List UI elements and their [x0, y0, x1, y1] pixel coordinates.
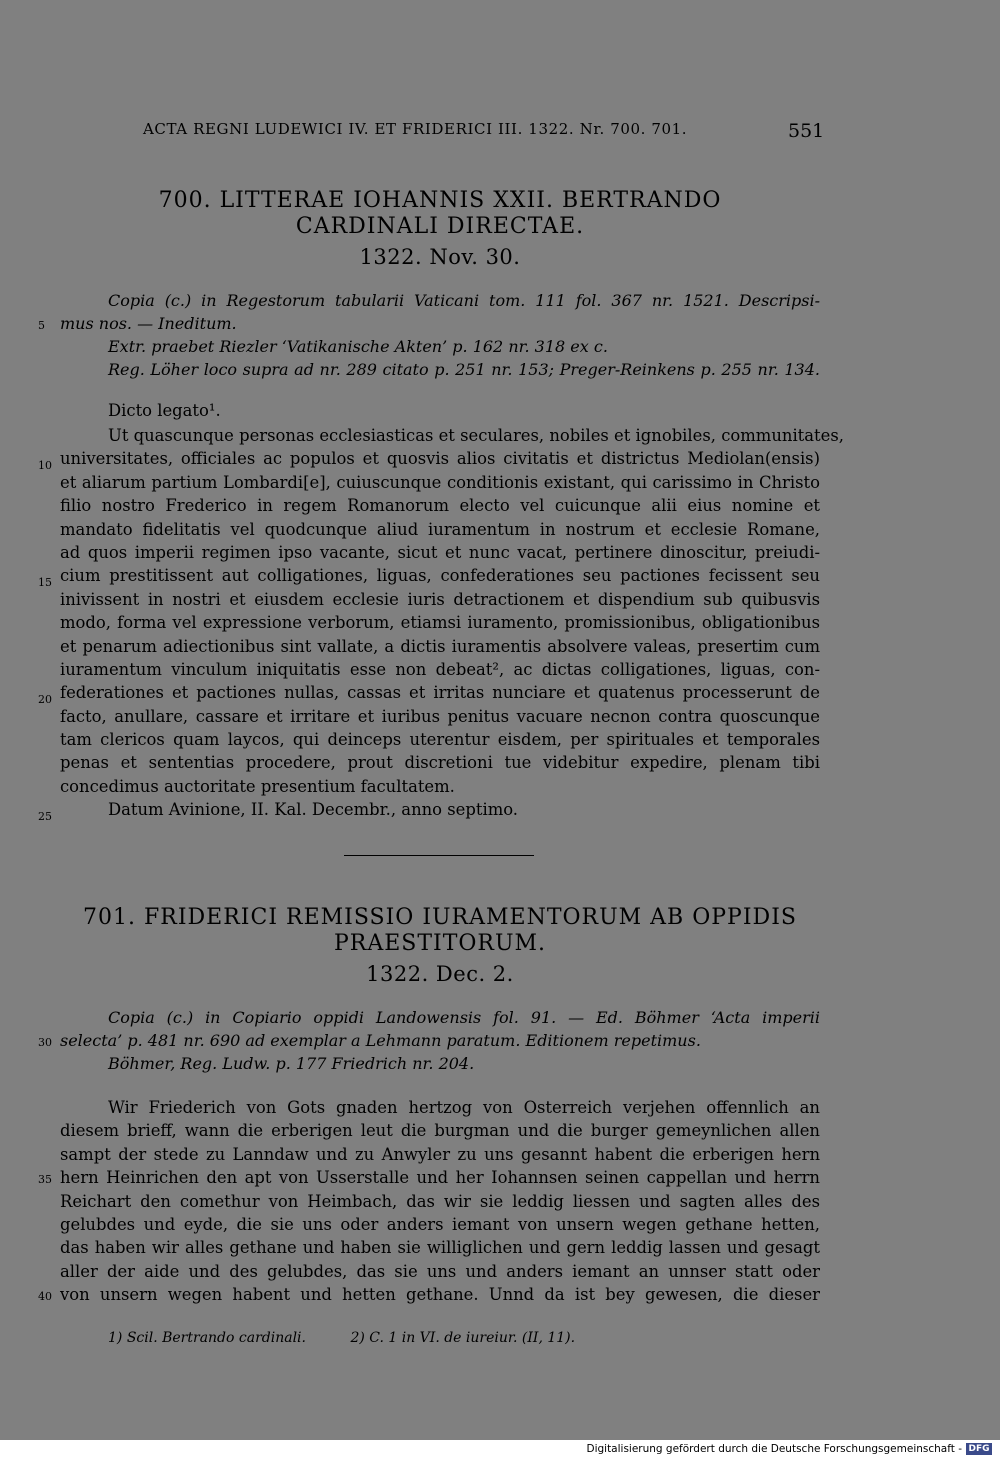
line-number: 20 [38, 693, 52, 706]
line-number: 25 [38, 810, 52, 823]
body-line: cium prestitissent aut colligationes, liguas, confederationes seu pactiones fecissent seu [60, 566, 820, 586]
body-line: das haben wir alles gethane und haben sie williglichen und gern leddig lassen und gesagt [60, 1238, 820, 1258]
footnote-1: 1) Scil. Bertrando cardinali. [108, 1330, 306, 1346]
body-line: hern Heinrichen den apt von Usserstalle und her Iohannsen seinen cappellan und herrn [60, 1168, 820, 1188]
datum-line: Datum Avinione, II. Kal. Decembr., anno septimo. [108, 800, 519, 820]
body-line: federationes et pactiones nullas, cassas et irritas nunciare et quatenus processerunt de [60, 683, 820, 703]
body-line: et aliarum partium Lombardi[e], cuiuscunque conditionis existant, qui carissimo in Christo [60, 472, 820, 492]
doc701-title-line2: PRAESTITORUM. [333, 931, 547, 956]
body-line: sampt der stede zu Lanndaw und zu Anwyler zu uns gesannt habent die erberigen hern [60, 1144, 820, 1164]
source-line: Böhmer, Reg. Ludw. p. 177 Friedrich nr. 204. [108, 1054, 475, 1073]
body-line: penas et sententias procedere, prout discretioni tue videbitur expedire, plenam tibi [60, 753, 820, 773]
body-line: Reichart den comethur von Heimbach, das wir sie leddig liessen und sagten alles des [60, 1191, 820, 1211]
body-line: facto, anullare, cassare et irritare et iuribus penitus vacuare necnon contra quoscunque [60, 706, 820, 726]
source-line: Extr. praebet Riezler ‘Vatikanische Akten’ p. 162 nr. 318 ex c. [108, 337, 608, 356]
doc701-source [60, 1006, 820, 1075]
body-line: universitates, officiales ac populos et quosvis alios civitatis et districtus Mediolan(ensis) [60, 449, 820, 469]
doc700-body [60, 424, 844, 822]
body-line: diesem brieff, wann die erberigen leut die burgman und die burger gemeynlichen allen [60, 1121, 820, 1141]
body-line: ad quos imperii regimen ipso vacante, sicut et nunc vacat, pertinere dinoscitur, preiudi- [60, 542, 820, 562]
body-line: tam clericos quam laycos, qui deinceps uterentur eisdem, per spirituales et temporales [60, 730, 820, 750]
line-number: 5 [38, 319, 45, 332]
doc700-salutation [60, 399, 820, 422]
body-line: aller der aide und des gelubdes, das sie uns und anders iemant an unnser statt oder [60, 1261, 820, 1281]
doc701-body [60, 1096, 820, 1307]
line-number: 10 [38, 459, 52, 472]
body-line: inivissent in nostri et eiusdem ecclesie iuris detractionem et dispendium sub quibusvis [60, 589, 820, 609]
body-line: mandato fidelitatis vel quodcunque aliud iuramentum in nostrum et ecclesie Romane, [60, 519, 820, 539]
doc700-title-line1: 700. LITTERAE IOHANNIS XXII. BERTRANDO [158, 188, 722, 213]
body-line: Wir Friederich von Gots gnaden hertzog von Osterreich verjehen offennlich an [108, 1098, 820, 1117]
body-line: Ut quascunque personas ecclesiasticas et seculares, nobiles et ignobiles, communitates, [108, 426, 844, 445]
body-line: concedimus auctoritate presentium facultatem. [60, 776, 455, 796]
doc700-source [60, 289, 820, 381]
salutation: Dicto legato¹. [108, 401, 221, 420]
body-line: et penarum adiectionibus sint vallate, a dictis iuramentis absolvere valeas, presertim cum [60, 636, 820, 656]
source-line: Copia (c.) in Copiario oppidi Landowensis fol. 91. — Ed. Böhmer ‘Acta imperii [108, 1008, 820, 1027]
doc701-date: 1322. Dec. 2. [366, 962, 514, 986]
body-line: gelubdes und eyde, die sie uns oder anders iemant von unsern wegen gethane hetten, [60, 1214, 820, 1234]
line-number: 30 [38, 1036, 52, 1049]
body-line: modo, forma vel expressione verborum, etiamsi iuramento, promissionibus, obligationibus [60, 613, 820, 633]
section-divider [344, 855, 534, 856]
doc700-title-line2: CARDINALI DIRECTAE. [295, 214, 585, 239]
page-number: 551 [788, 120, 825, 142]
body-line: von unsern wegen habent und hetten gethane. Unnd da ist bey gewesen, die dieser [60, 1285, 820, 1305]
body-line: iuramentum vinculum iniquitatis esse non debeat², ac dictas colligationes, liguas, con- [60, 659, 820, 679]
line-number: 15 [38, 576, 52, 589]
doc701-title-line1: 701. FRIDERICI REMISSIO IURAMENTORUM AB OPPIDIS [83, 905, 797, 930]
dfg-logo-icon[interactable]: DFG [966, 1443, 992, 1455]
dfg-credit-text: Digitalisierung gefördert durch die Deutsche Forschungsgemeinschaft - [586, 1443, 962, 1455]
line-number: 35 [38, 1173, 52, 1186]
footnotes [108, 1330, 615, 1346]
body-line: filio nostro Frederico in regem Romanorum electo vel cuicunque alii eius nomine et [60, 496, 820, 516]
footnote-2: 2) C. 1 in VI. de iureiur. (II, 11). [350, 1330, 576, 1346]
source-line: selecta’ p. 481 nr. 690 ad exemplar a Lehmann paratum. Editionem repetimus. [60, 1031, 701, 1050]
source-line: mus nos. — Ineditum. [60, 314, 237, 333]
source-line: Copia (c.) in Regestorum tabularii Vaticani tom. 111 fol. 367 nr. 1521. Descripsi- [108, 291, 820, 310]
doc700-date: 1322. Nov. 30. [359, 245, 521, 269]
running-header: ACTA REGNI LUDEWICI IV. ET FRIDERICI III. 1322. Nr. 700. 701. [143, 120, 688, 138]
line-number: 40 [38, 1290, 52, 1303]
dfg-credit-bar [0, 1440, 1000, 1459]
source-line: Reg. Löher loco supra ad nr. 289 citato p. 251 nr. 153; Preger-Reinkens p. 255 nr. 134. [108, 360, 820, 379]
